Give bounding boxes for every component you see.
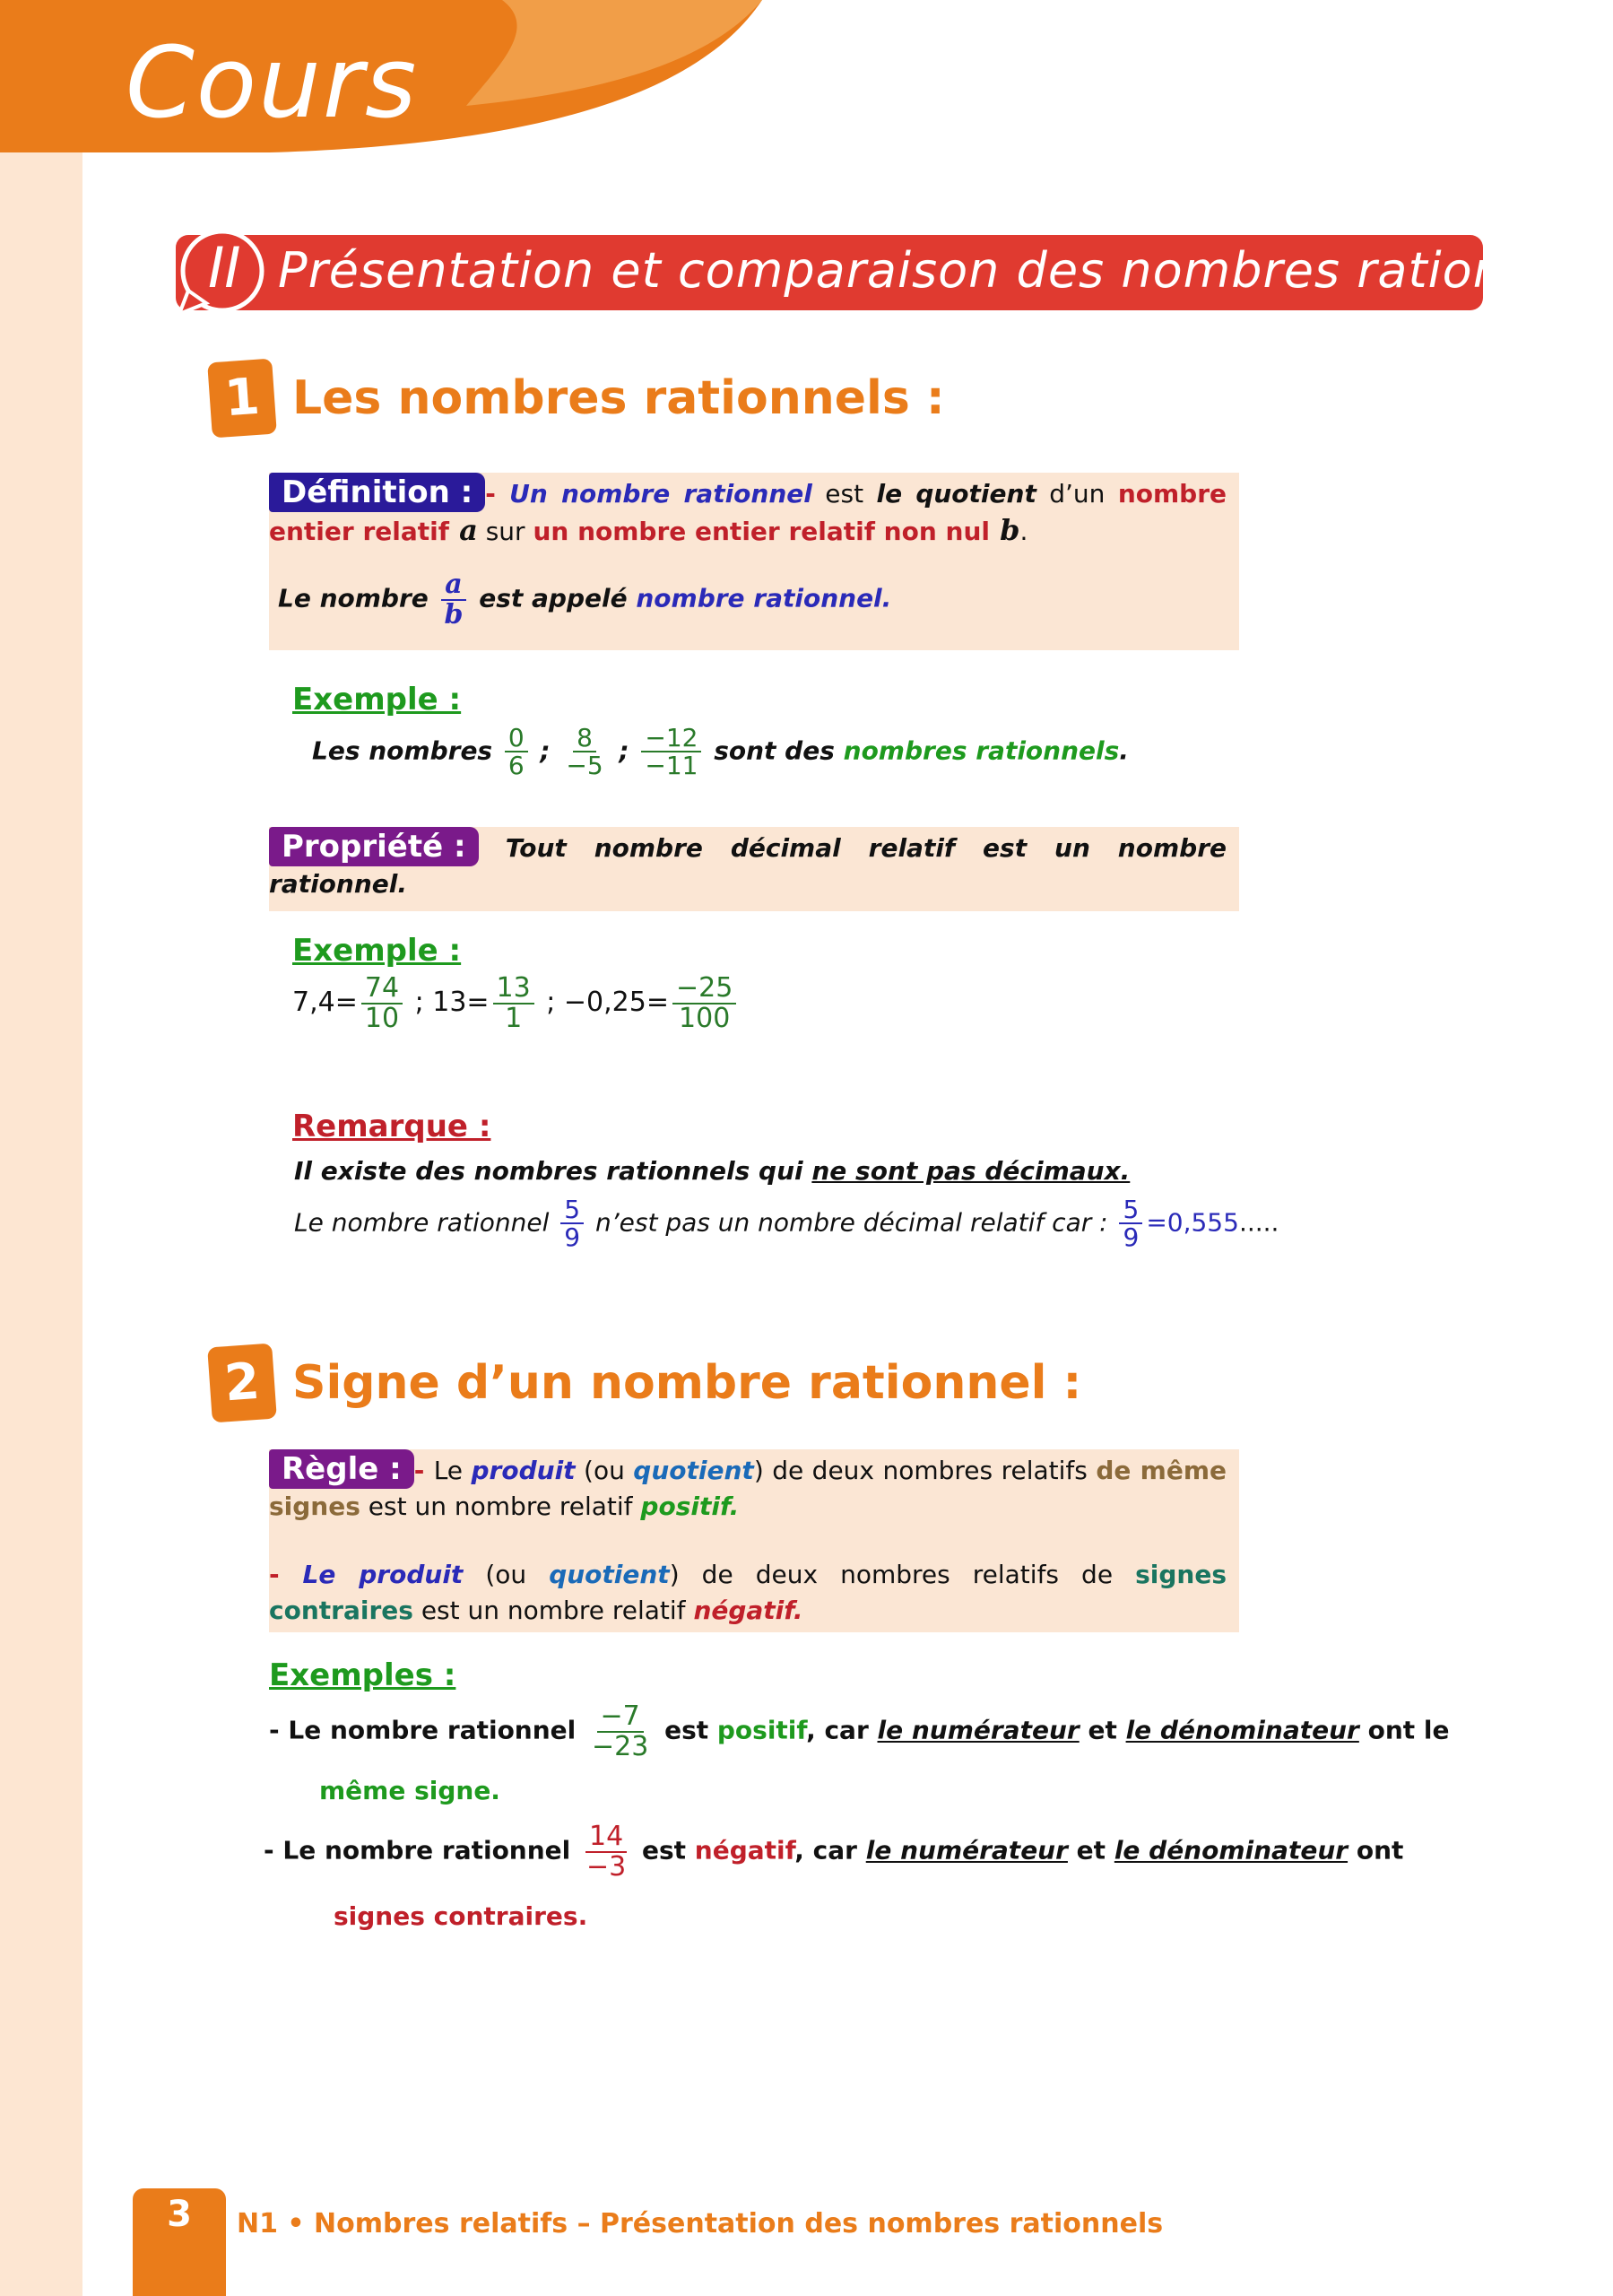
part2-title: Signe d’un nombre rationnel : xyxy=(292,1356,1082,1410)
fraction: $\frac{0}{6}$ xyxy=(505,725,528,779)
definition-text: Définition : - Un nombre rationnel est le quotient d’un nombre entier relatif a sur un nombre entier relatif non nul b. xyxy=(269,474,1227,547)
definition-tag: Définition : xyxy=(269,473,485,512)
rule-tag: Règle : xyxy=(269,1449,414,1489)
property-text: Propriété : Tout nombre décimal relatif est un nombre rationnel. xyxy=(269,829,1227,899)
rule-text-1: Règle : - Le produit (ou quotient) de deux nombres relatifs de même signes est un nombre relatif positif. xyxy=(269,1451,1227,1521)
page-number: 3 xyxy=(167,2194,192,2235)
header-title: Cours xyxy=(126,25,419,140)
example2-heading: Exemple : xyxy=(292,933,462,969)
fraction-a-over-b: $\frac{a}{b}$ xyxy=(441,570,467,629)
part1-title: Les nombres rationnels : xyxy=(292,371,945,425)
fraction: $\frac{5}{9}$ xyxy=(1119,1196,1142,1251)
left-margin-strip xyxy=(0,0,82,2296)
property-tag: Propriété : xyxy=(269,827,479,866)
remark-heading: Remarque : xyxy=(292,1109,491,1144)
example2-line: 7,4= $\frac{74}{10}$ ; 13= $\frac{13}{1}$ ; −0,25= $\frac{-25}{100}$ xyxy=(292,974,740,1032)
examples-heading: Exemples : xyxy=(269,1657,456,1693)
fraction: $\frac{-12}{-11}$ xyxy=(641,725,701,779)
remark-line1: Il existe des nombres rationnels qui ne sont pas décimaux. xyxy=(294,1156,1131,1186)
example-negative: - Le nombre rationnel $\frac{14}{-3}$ est négatif, car le numérateur et le dénominateur ont xyxy=(264,1821,1404,1883)
example-positive: - Le nombre rationnel $\frac{-7}{-23}$ est positif, car le numérateur et le dénominateur ont le xyxy=(269,1700,1450,1762)
example1-heading: Exemple : xyxy=(292,682,462,718)
fraction: $\frac{5}{9}$ xyxy=(560,1196,584,1251)
fraction: $\frac{-7}{-23}$ xyxy=(592,1700,649,1762)
definition-line2: Le nombre $\frac{a}{b}$ est appelé nombre rationnel. xyxy=(278,569,892,631)
fraction: $\frac{14}{-3}$ xyxy=(586,1821,627,1883)
section-title: Présentation et comparaison des nombres rationnels xyxy=(278,242,1608,299)
fraction: $\frac{8}{-5}$ xyxy=(566,723,603,781)
section-number: II xyxy=(208,235,241,300)
remark-line2: Le nombre rationnel $\frac{5}{9}$ n’est pas un nombre décimal relatif car : $\frac{5}{9}$ =0,555..... xyxy=(294,1195,1279,1253)
fraction: $\frac{74}{10}$ xyxy=(361,974,403,1032)
footer-chapter-title: N1 • Nombres relatifs – Présentation des nombres rationnels xyxy=(237,2208,1164,2239)
example1-line: Les nombres $\frac{0}{6}$ ; $\frac{8}{-5}$ ; $\frac{-12}{-11}$ sont des nombres rationnels. xyxy=(312,723,1129,781)
example-positive-cont: même signe. xyxy=(319,1776,500,1805)
rule-text-2: - Le produit (ou quotient) de deux nombres relatifs de signes contraires est un nombre relatif négatif. xyxy=(269,1560,1227,1625)
example-negative-cont: signes contraires. xyxy=(334,1901,588,1931)
fraction: $\frac{-25}{100}$ xyxy=(672,974,736,1032)
part1-number-badge: 1 xyxy=(207,359,277,439)
fraction: $\frac{13}{1}$ xyxy=(493,974,534,1032)
part2-number-badge: 2 xyxy=(207,1344,277,1423)
